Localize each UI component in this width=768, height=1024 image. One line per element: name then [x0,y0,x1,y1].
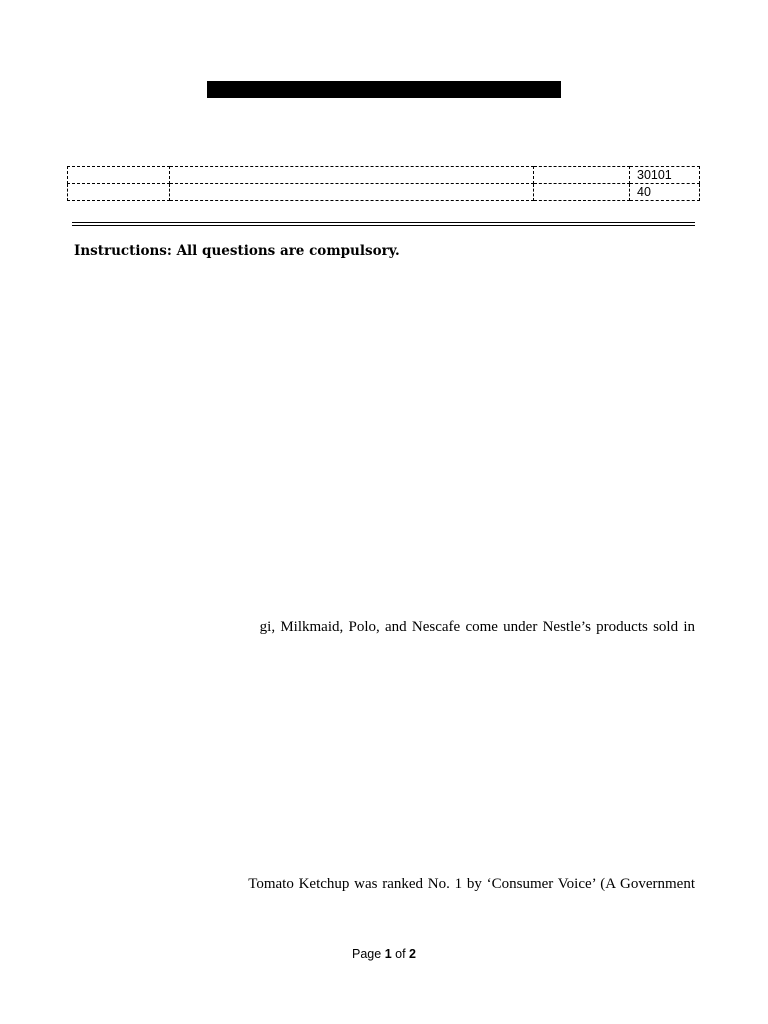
table-cell [68,167,170,184]
current-page-number: 1 [384,947,392,961]
table-cell [170,167,534,184]
table-row [68,184,700,201]
page-number-footer [0,947,768,961]
redaction-bar [207,81,561,98]
of-label: of [395,947,406,961]
table-cell [534,184,630,201]
body-text-line: gi, Milkmaid, Polo, and Nescafe come under Nestle’s products sold in [259,619,695,635]
table-row [68,167,700,184]
body-text-line: Tomato Ketchup was ranked No. 1 by ‘Consumer Voice’ (A Government [248,876,695,892]
double-rule-divider [72,222,695,226]
max-marks-value: 40 [630,184,700,201]
exam-info-table [67,166,700,201]
table-cell [534,167,630,184]
table-cell [68,184,170,201]
instructions-text: Instructions: All questions are compulsory. [74,243,400,259]
table-cell [170,184,534,201]
total-pages-number: 2 [409,947,416,961]
paper-code-value: 30101 [630,167,700,184]
page-label: Page [352,947,382,961]
